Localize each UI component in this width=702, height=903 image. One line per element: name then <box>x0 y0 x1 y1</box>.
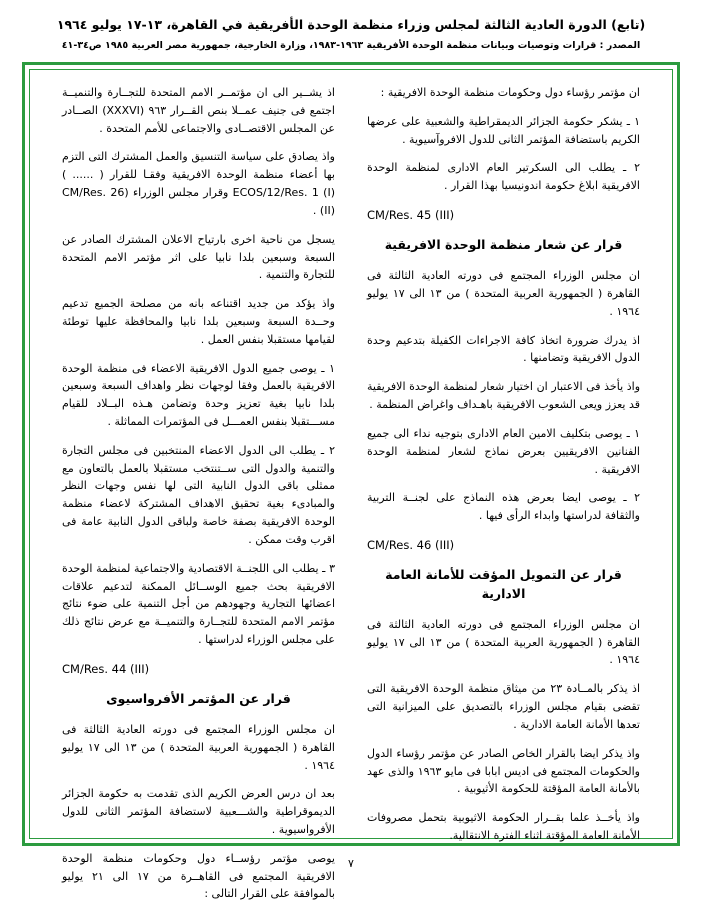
right-text-column <box>351 84 656 842</box>
paragraph: واذ يأخذ فى الاعتبار ان اختيار شعار لمنظمة الوحدة الافريقية قد يعزز ويعى الشعوب الافريقية باهـداف واغراض المنظمة . <box>367 380 640 412</box>
section-heading: قرار عن المؤتمر الأفرواسيوى <box>106 691 291 707</box>
paragraph: ٢ ـ يوصى ايضا بعرض هذه النماذج على لجنــة التربية والثقافة لدراستها وابداء الرأى فيها . <box>367 491 640 523</box>
paragraph: واذ يأخــذ علما بقــرار الحكومة الاثيوبية بتحمل مصروفات الأمانة العامة المؤقتة اثناء الفترة الانتقالية. <box>367 811 640 842</box>
paragraph: ان مجلس الوزراء المجتمع فى دورته العادية الثالثة فى القاهرة ( الجمهورية العربية المتحدة ) من ١٣ الى ١٧ يوليو ١٩٦٤ . <box>62 722 335 772</box>
paragraph: واذ يصادق على سياسة التنسيق والعمل المشترك التى التزم بها أعضاء منظمة الوحدة الافريقية وفقـا للقرار ( ...... ) ECOS/12/Res. 1 (I) وقرار مجلس الوزراء (CM/Res. 26 (II) . <box>62 150 335 217</box>
paragraph: ٢ ـ يطلب الى السكرتير العام الادارى لمنظمة الوحدة الافريقية ابلاغ حكومة اندونيسيا بهذا القرار . <box>367 161 640 193</box>
paragraph: ٣ ـ يطلب الى اللجنــة الاقتصادية والاجتماعية لمنظمة الوحدة الافريقية بحث جميع الوســائل الممكنة لتدعيم علاقات اعضائها التجارية وجهودهم من أجل التنمية على ضوء نتائج مؤتمر الامم المتحدة للتجــارة والتنميــة مع عرض نتائج ذلك على مجلس الوزراء لدراستها . <box>62 561 335 646</box>
paragraph: يسجل من ناحية اخرى بارتياح الاعلان المشترك الصادر عن السبعة وسبعين بلدا نابيا على اثر مؤتمر الامم المتحدة للتجارة والتنمية . <box>62 232 335 282</box>
paragraph: ان مجلس الوزراء المجتمع فى دورته العادية الثالثة فى القاهرة ( الجمهورية العربية المتحدة ) من ١٣ الى ١٧ يوليو ١٩٦٤ . <box>367 617 640 667</box>
left-text-column <box>46 84 351 901</box>
paragraph: ١ ـ يوصى جميع الدول الافريقية الاعضاء فى منظمة الوحدة الافريقية بالعمل وفقا لوجهات نظر واهداف السبعة وسبعين بلدا نابيا بغية تعزيز وحدة وتضامن هـذه البــلاد للقيام مســـتقبلا بنفس العمـــل فى المؤتمرات المماثلة . <box>62 361 335 428</box>
page-number: ٧ <box>348 857 354 870</box>
page-title: (تابع) الدورة العادية الثالثة لمجلس وزراء منظمة الوحدة الأفريقية في القاهرة، ١٣-١٧ يوليو ١٩٦٤ <box>56 17 646 32</box>
paragraph: ١ ـ يوصى بتكليف الامين العام الادارى بتوجيه نداء الى جميع الفنانين الافريقيين بعرض نماذج لشعار لمنظمة الوحدة الافريقية . <box>367 426 640 476</box>
green-border-frame <box>22 62 680 901</box>
section-heading: قرار عن شعار منظمة الوحدة الافريقية <box>384 237 623 253</box>
resolution-reference: CM/Res. 46 (III) <box>367 537 455 552</box>
page-source-note: المصدر : قرارات وتوصيات وبيانات منظمة الوحدة الأفريقية ١٩٦٣-١٩٨٣، وزارة الخارجية، جمهورية مصر العربية ١٩٨٥ ص٣٤-٤١ <box>61 39 641 51</box>
paragraph: واذ يذكر ايضا بالقرار الخاص الصادر عن مؤتمر رؤساء الدول والحكومات المجتمع فى اديس ابابا فى مايو ١٩٦٣ والذى عهد بالأمانة العامة المؤقتة للحكومة الأثيوبية . <box>367 746 640 796</box>
paragraph: ان مؤتمر رؤساء دول وحكومات منظمة الوحدة الافريقية : <box>380 86 640 99</box>
paragraph: ان مجلس الوزراء المجتمع فى دورته العادية الثالثة فى القاهرة ( الجمهورية العربية المتحدة ) من ١٣ الى ١٧ يوليو ١٩٦٤ . <box>367 269 640 318</box>
paragraph: ١ ـ يشكر حكومة الجزائر الديمقراطية والشعبية على عرضها الكريم باستضافة المؤتمر الثانى للدول الافروآسيوية . <box>367 114 640 146</box>
resolution-reference: CM/Res. 44 (III) <box>62 661 150 676</box>
resolution-reference: CM/Res. 45 (III) <box>367 208 455 223</box>
paragraph: اذ يذكر بالمــادة ٢٣ من ميثاق منظمة الوحدة الافريقية التى تقضى بقيام مجلس الوزراء بالتصديق على الميزانية التى تعدها الأمانة العامة الادارية . <box>367 682 640 731</box>
section-heading: قرار عن التمويل المؤقت للأمانة العامة الادارية <box>385 567 622 602</box>
paragraph: اذ يدرك ضرورة اتخاذ كافة الاجراءات الكفيلة بتدعيم وحدة الدول الافريقية وتضامنها . <box>367 333 640 365</box>
paragraph: يوصى مؤتمر رؤســاء دول وحكومات منظمة الوحدة الافريقية المجتمع فى القاهــرة من ١٧ الى ٢١ يوليو بالموافقة على القرار التالى : <box>62 851 335 901</box>
paragraph: ٢ ـ يطلب الى الدول الاعضاء المنتخبين فى مجلس التجارة والتنمية والدول التى ســتنتخب مستقبلا بالعمل بالتعاون مع ممثلى باقى الدول النابية التى لها نفس وجهات النظر والمبادىء بغية تحقيق الاهداف المشتركة لاعضاء منظمة الوحدة الافريقية بصفة خاصة ولباقى الدول النابية عامة فى اقرب وقت ممكن . <box>62 443 335 546</box>
paragraph: واذ يؤكد من جديد اقتناعه بانه من مصلحة الجميع تدعيم وحــدة السبعة وسبعين بلدا نابيا والمحافظة عليها توطئة لقيامها مستقبلا بنفس العمل . <box>62 297 335 346</box>
content-area <box>29 69 673 901</box>
paragraph: بعد ان درس العرض الكريم الذى تقدمت به حكومة الجزائر الديموقراطية والشـــعبية لاستضافة المؤتمر الثانى للدول الأفرواسيوية . <box>62 787 335 836</box>
paragraph: اذ يشــير الى ان مؤتمــر الامم المتحدة للتجــارة والتنميــة اجتمع فى جنيف عمــلا بنص القــرار ٩٦٣ (XXXVI) الصــادر عن المجلس الاقتصــادى والاجتماعى للأمم المتحدة . <box>62 86 335 135</box>
